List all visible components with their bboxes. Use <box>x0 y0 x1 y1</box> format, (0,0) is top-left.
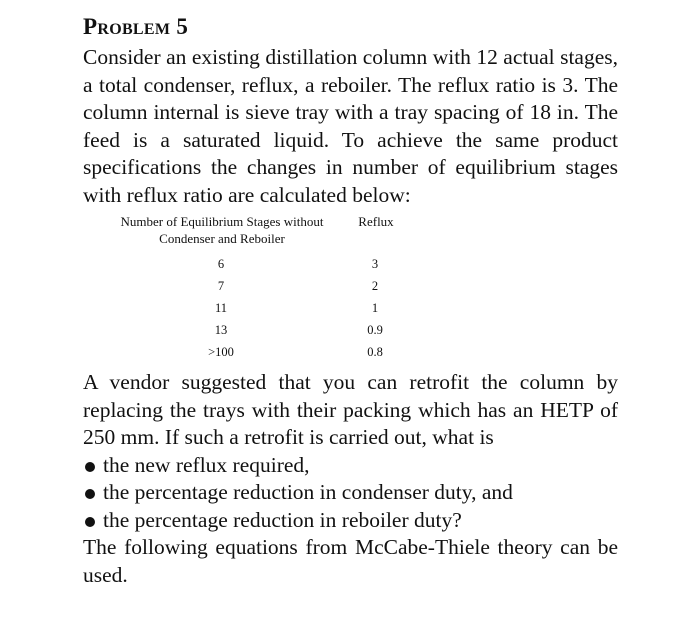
problem-intro: Consider an existing distillation column with 12 actual stages, a total condenser, reflux, a reboiler. The reflux ratio is 3. The column internal is sieve tray with a tray spacing of 18 in. The feed is a saturated liquid. To achieve the same product specifications the changes in number of equilibrium stages with reflux ratio are calculated below: <box>83 45 618 207</box>
table-cell-reflux: 1 <box>371 301 379 315</box>
table-cell-stages: 13 <box>214 323 228 337</box>
table-header-stages <box>97 213 347 247</box>
table-cell-reflux: 0.8 <box>367 345 383 359</box>
table-cell-stages: >100 <box>208 345 234 359</box>
question-text: the percentage reduction in condenser duty, and <box>103 480 513 504</box>
table-header-reflux: Reflux <box>358 214 394 229</box>
bullet-icon <box>85 489 95 499</box>
closing-paragraph: The following equations from McCabe-Thiele theory can be used. <box>83 535 618 587</box>
table-header-stages-line1: Number of Equilibrium Stages without <box>120 214 324 229</box>
table-cell-stages: 11 <box>214 301 228 315</box>
question-item <box>83 452 618 480</box>
question-item <box>83 479 618 507</box>
problem-heading: Problem 5 <box>83 14 189 39</box>
bullet-icon <box>85 517 95 527</box>
table-cell-reflux: 2 <box>371 279 379 293</box>
question-text: the new reflux required, <box>103 452 310 477</box>
question-item <box>83 507 618 535</box>
table-cell-reflux: 3 <box>371 257 379 271</box>
problem-document <box>83 14 618 589</box>
vendor-paragraph: A vendor suggested that you can retrofit the column by replacing the trays with their packing which has an HETP of 250 mm. If such a retrofit is carried out, what is <box>83 370 618 449</box>
table-cell-stages: 6 <box>217 257 225 271</box>
stages-reflux-table <box>83 213 618 363</box>
question-list <box>83 452 618 535</box>
question-text: the percentage reduction in reboiler duty? <box>103 507 462 532</box>
table-header-stages-line2: Condenser and Reboiler <box>159 231 285 246</box>
bullet-icon <box>85 462 95 472</box>
table-cell-stages: 7 <box>217 279 225 293</box>
table-cell-reflux: 0.9 <box>367 323 383 337</box>
